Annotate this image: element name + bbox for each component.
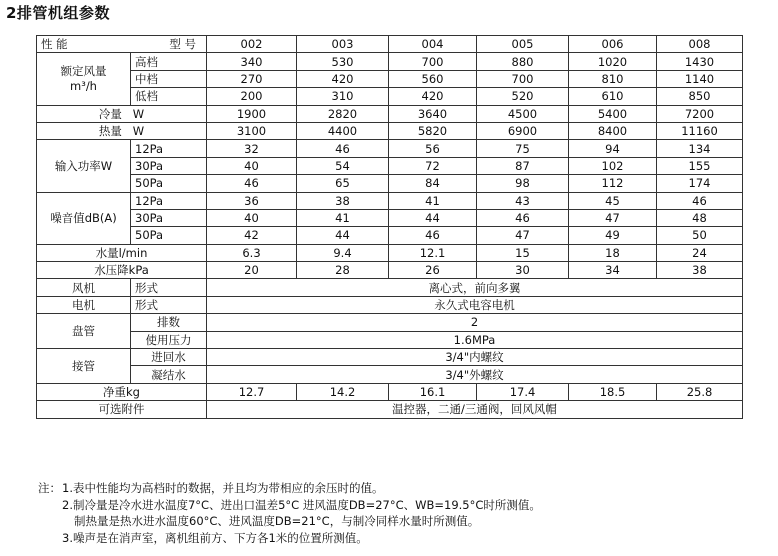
table-cell: 17.4 bbox=[477, 383, 569, 400]
table-row bbox=[37, 70, 743, 87]
note-line: 3.噪声是在消声室，离机组前方、下方各1米的位置所测值。 bbox=[62, 530, 368, 545]
table-row bbox=[37, 53, 743, 70]
cooling-label-cell bbox=[37, 105, 207, 122]
table-row bbox=[37, 349, 743, 366]
pipe-value: 3/4"内螺纹 bbox=[207, 349, 743, 366]
table-cell: 46 bbox=[477, 209, 569, 226]
weight-label: 净重kg bbox=[37, 383, 207, 400]
table-cell: 50 bbox=[657, 227, 743, 244]
table-cell: 46 bbox=[207, 175, 297, 192]
note-line: 制热量是热水进水温度60°C、进风温度DB=21°C，与制冷同样水量时所测值。 bbox=[74, 514, 480, 528]
fan-label: 风机 bbox=[37, 279, 131, 296]
table-cell: 65 bbox=[297, 175, 389, 192]
table-cell: 43 bbox=[477, 192, 569, 209]
table-row bbox=[37, 227, 743, 244]
table-cell: 5820 bbox=[389, 122, 477, 139]
table-row bbox=[37, 314, 743, 331]
table-row bbox=[37, 140, 743, 157]
table-cell: 15 bbox=[477, 244, 569, 261]
table-cell: 40 bbox=[207, 157, 297, 174]
pressure-cell: 50Pa bbox=[131, 227, 207, 244]
table-cell: 700 bbox=[477, 70, 569, 87]
table-cell: 28 bbox=[297, 262, 389, 279]
table-cell: 47 bbox=[569, 209, 657, 226]
heating-unit: W bbox=[132, 124, 145, 139]
table-cell: 420 bbox=[389, 88, 477, 105]
table-cell: 102 bbox=[569, 157, 657, 174]
table-row bbox=[37, 122, 743, 139]
table-cell: 9.4 bbox=[297, 244, 389, 261]
water-drop-label: 水压降kPa bbox=[37, 262, 207, 279]
table-row bbox=[37, 383, 743, 400]
table-cell: 1020 bbox=[569, 53, 657, 70]
notes-prefix: 注： bbox=[38, 481, 61, 495]
motor-value: 永久式电容电机 bbox=[207, 296, 743, 313]
table-cell: 20 bbox=[207, 262, 297, 279]
motor-label: 电机 bbox=[37, 296, 131, 313]
noise-label: 噪音值dB(A) bbox=[37, 192, 131, 244]
model-header: 003 bbox=[297, 36, 389, 53]
table-cell: 47 bbox=[477, 227, 569, 244]
table-cell: 72 bbox=[389, 157, 477, 174]
table-cell: 4400 bbox=[297, 122, 389, 139]
spec-table bbox=[36, 35, 743, 419]
table-cell: 46 bbox=[657, 192, 743, 209]
table-cell: 36 bbox=[207, 192, 297, 209]
note-line: 注：1.表中性能均为高档时的数据，并且均为带相应的余压时的值。 bbox=[38, 481, 384, 495]
table-cell: 34 bbox=[569, 262, 657, 279]
table-cell: 520 bbox=[477, 88, 569, 105]
accessories-label: 可选附件 bbox=[37, 401, 207, 418]
airflow-level: 低档 bbox=[131, 88, 207, 105]
coil-value: 1.6MPa bbox=[207, 331, 743, 348]
header-corner-cell bbox=[37, 36, 207, 53]
airflow-level: 中档 bbox=[131, 70, 207, 87]
table-cell: 340 bbox=[207, 53, 297, 70]
airflow-level: 高档 bbox=[131, 53, 207, 70]
pipe-value: 3/4"外螺纹 bbox=[207, 366, 743, 383]
heating-label: 热量 bbox=[98, 124, 122, 139]
pressure-cell: 50Pa bbox=[131, 175, 207, 192]
table-cell: 4500 bbox=[477, 105, 569, 122]
table-cell: 2820 bbox=[297, 105, 389, 122]
coil-sub-label: 使用压力 bbox=[131, 331, 207, 348]
table-cell: 94 bbox=[569, 140, 657, 157]
coil-value: 2 bbox=[207, 314, 743, 331]
airflow-label-cell bbox=[37, 53, 131, 105]
notes bbox=[38, 480, 541, 546]
page-title: 2排管机组参数 bbox=[6, 4, 110, 22]
accessories-value: 温控器，二通/三通阀，回风风帽 bbox=[207, 401, 743, 418]
airflow-unit: m³/h bbox=[70, 78, 97, 93]
table-cell: 7200 bbox=[657, 105, 743, 122]
table-cell: 530 bbox=[297, 53, 389, 70]
cooling-label: 冷量 bbox=[98, 106, 122, 121]
table-cell: 30 bbox=[477, 262, 569, 279]
table-cell: 40 bbox=[207, 209, 297, 226]
water-flow-label: 水量l/min bbox=[37, 244, 207, 261]
table-cell: 880 bbox=[477, 53, 569, 70]
table-cell: 56 bbox=[389, 140, 477, 157]
header-row bbox=[37, 36, 743, 53]
table-row bbox=[37, 192, 743, 209]
table-cell: 155 bbox=[657, 157, 743, 174]
table-cell: 310 bbox=[297, 88, 389, 105]
heating-label-cell bbox=[37, 122, 207, 139]
header-corner-left: 性 能 bbox=[41, 37, 68, 51]
table-cell: 18.5 bbox=[569, 383, 657, 400]
cooling-unit: W bbox=[132, 106, 145, 121]
table-row bbox=[37, 401, 743, 418]
table-cell: 18 bbox=[569, 244, 657, 261]
table-row bbox=[37, 331, 743, 348]
table-cell: 41 bbox=[297, 209, 389, 226]
pressure-cell: 30Pa bbox=[131, 157, 207, 174]
table-cell: 38 bbox=[297, 192, 389, 209]
table-cell: 41 bbox=[389, 192, 477, 209]
model-header: 008 bbox=[657, 36, 743, 53]
table-cell: 8400 bbox=[569, 122, 657, 139]
table-cell: 6.3 bbox=[207, 244, 297, 261]
model-header: 006 bbox=[569, 36, 657, 53]
table-cell: 46 bbox=[389, 227, 477, 244]
table-cell: 44 bbox=[389, 209, 477, 226]
coil-sub-label: 排数 bbox=[131, 314, 207, 331]
table-row bbox=[37, 209, 743, 226]
model-header: 002 bbox=[207, 36, 297, 53]
table-cell: 420 bbox=[297, 70, 389, 87]
table-cell: 610 bbox=[569, 88, 657, 105]
table-cell: 11160 bbox=[657, 122, 743, 139]
table-cell: 54 bbox=[297, 157, 389, 174]
pressure-cell: 30Pa bbox=[131, 209, 207, 226]
model-header: 004 bbox=[389, 36, 477, 53]
table-cell: 1140 bbox=[657, 70, 743, 87]
header-corner-right: 型 号 bbox=[169, 37, 196, 51]
table-cell: 98 bbox=[477, 175, 569, 192]
table-cell: 1900 bbox=[207, 105, 297, 122]
table-cell: 1430 bbox=[657, 53, 743, 70]
table-cell: 810 bbox=[569, 70, 657, 87]
table-row bbox=[37, 296, 743, 313]
pipe-label: 接管 bbox=[37, 349, 131, 384]
table-cell: 45 bbox=[569, 192, 657, 209]
table-cell: 32 bbox=[207, 140, 297, 157]
table-cell: 46 bbox=[297, 140, 389, 157]
table-cell: 38 bbox=[657, 262, 743, 279]
table-row bbox=[37, 157, 743, 174]
power-label: 输入功率W bbox=[37, 140, 131, 192]
airflow-label: 额定风量 bbox=[60, 63, 107, 78]
pipe-sub-label: 进回水 bbox=[131, 349, 207, 366]
table-cell: 850 bbox=[657, 88, 743, 105]
table-cell: 42 bbox=[207, 227, 297, 244]
note-line: 2.制冷量是冷水进水温度7°C、进出口温差5°C 进风温度DB=27°C、WB=19.5°C时所测值。 bbox=[62, 497, 541, 512]
table-cell: 48 bbox=[657, 209, 743, 226]
pressure-cell: 12Pa bbox=[131, 140, 207, 157]
table-cell: 200 bbox=[207, 88, 297, 105]
table-cell: 5400 bbox=[569, 105, 657, 122]
table-cell: 174 bbox=[657, 175, 743, 192]
pipe-sub-label: 凝结水 bbox=[131, 366, 207, 383]
table-cell: 75 bbox=[477, 140, 569, 157]
table-cell: 16.1 bbox=[389, 383, 477, 400]
table-cell: 24 bbox=[657, 244, 743, 261]
table-cell: 87 bbox=[477, 157, 569, 174]
table-cell: 700 bbox=[389, 53, 477, 70]
fan-value: 离心式，前向多翼 bbox=[207, 279, 743, 296]
table-cell: 6900 bbox=[477, 122, 569, 139]
table-cell: 560 bbox=[389, 70, 477, 87]
table-cell: 3640 bbox=[389, 105, 477, 122]
table-cell: 12.1 bbox=[389, 244, 477, 261]
table-row bbox=[37, 244, 743, 261]
table-row bbox=[37, 366, 743, 383]
motor-sub-label: 形式 bbox=[131, 296, 207, 313]
pressure-cell: 12Pa bbox=[131, 192, 207, 209]
table-row bbox=[37, 279, 743, 296]
table-cell: 44 bbox=[297, 227, 389, 244]
table-cell: 112 bbox=[569, 175, 657, 192]
table-cell: 25.8 bbox=[657, 383, 743, 400]
table-row bbox=[37, 88, 743, 105]
table-cell: 270 bbox=[207, 70, 297, 87]
table-cell: 12.7 bbox=[207, 383, 297, 400]
table-row bbox=[37, 105, 743, 122]
table-cell: 134 bbox=[657, 140, 743, 157]
table-cell: 26 bbox=[389, 262, 477, 279]
fan-sub-label: 形式 bbox=[131, 279, 207, 296]
coil-label: 盘管 bbox=[37, 314, 131, 349]
table-cell: 49 bbox=[569, 227, 657, 244]
model-header: 005 bbox=[477, 36, 569, 53]
table-cell: 3100 bbox=[207, 122, 297, 139]
table-row bbox=[37, 175, 743, 192]
table-row bbox=[37, 262, 743, 279]
table-cell: 14.2 bbox=[297, 383, 389, 400]
table-cell: 84 bbox=[389, 175, 477, 192]
